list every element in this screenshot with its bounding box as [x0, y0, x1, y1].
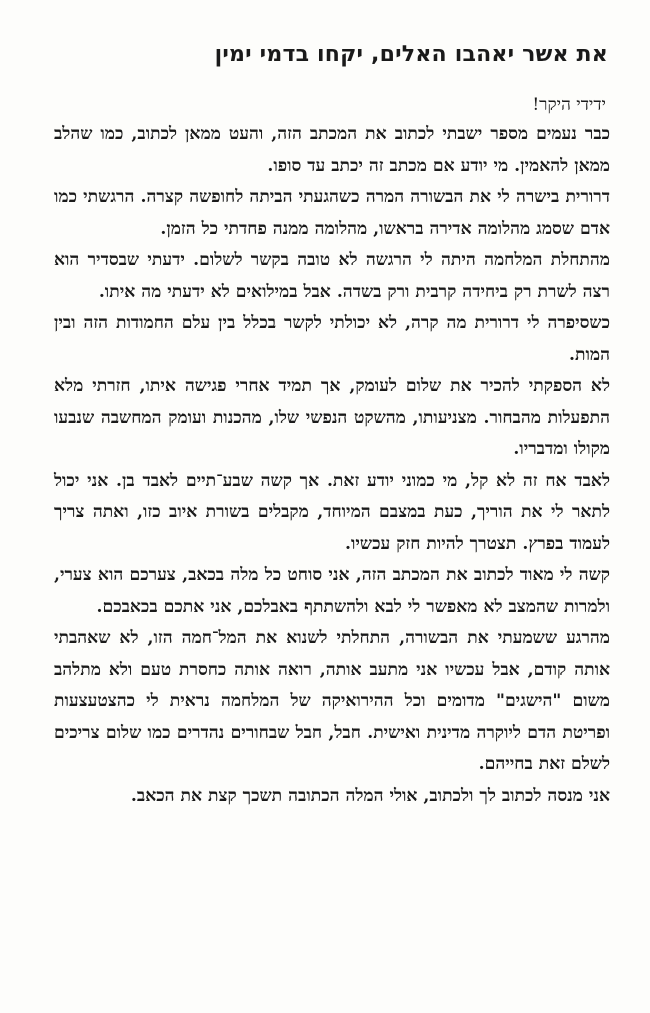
paragraph: לא הספקתי להכיר את שלום לעומק, אך תמיד אחרי פגישה איתו, חזרתי מלא התפעלות מהבחור. מצניעותו, מהשקט הנפשי שלו, מהכנות ועומק המחשבה שנבעו מקולו ומדבריו.: [54, 376, 610, 459]
paragraph: מהרגע ששמעתי את הבשורה, התחלתי לשנוא את המל־חמה הזו, לא שאהבתי אותה קודם, אבל עכשיו אני מתעב אותה, רואה אותה כחסרת טעם ולא מתלהב משום "הישגים" מדומים וכל ההירואיקה של המלחמה נראית לי כהצטעצעות ופריטת הדם ליוקרה מדינית ואישית. חבל, חבל שבחורים נהדרים כמו שלום צריכים לשלם זאת בחייהם.: [54, 628, 610, 774]
paragraph: מהתחלת המלחמה היתה לי הרגשה לא טובה בקשר לשלום. ידעתי שבסדיר הוא רצה לשרת רק ביחידה קרבית ורק בשדה. אבל במילואים לא ידעתי מה איתו.: [54, 250, 610, 302]
paragraph: אני מנסה לכתוב לך ולכתוב, אולי המלה הכתובה תשכך קצת את הכאב.: [130, 785, 610, 806]
paragraph: כבר נעמים מספר ישבתי לכתוב את המכתב הזה, והעט ממאן לכתוב, כמו שהלב ממאן להאמין. מי יודע אם מכתב זה יכתב עד סופו.: [54, 124, 610, 176]
paragraph: לאבד אח זה לא קל, מי כמוני יודע זאת. אך קשה שבע־תיים לאבד בן. אני יכול לתאר לי את הוריך, כעת במצבם המיוחד, מקבלים בשורת איוב כזו, ואתה צריך לעמוד בפרץ. תצטרך להיות חזק עכשיו.: [54, 470, 610, 554]
letter-body: [54, 119, 610, 812]
paragraph: כשסיפרה לי דרורית מה קרה, לא יכולתי לקשר בכלל בין עלם החמודות הזה ובין המות.: [54, 313, 610, 365]
paragraph: דרורית בישרה לי את הבשורה המרה כשהגעתי הביתה לחופשה קצרה. הרגשתי כמו אדם שסמג מהלומה אדירה בראשו, מהלומה ממנה פחדתי כל הזמן.: [54, 187, 610, 239]
paragraph: קשה לי מאוד לכתוב את המכתב הזה, אני סוחט כל מלה בכאב, צערכם הוא צערי, ולמרות שהמצב לא מאפשר לי לבא ולהשתתף באבלכם, אני אתכם בכאבכם.: [54, 565, 610, 617]
salutation: ידידי היקר!: [532, 95, 606, 115]
page-title: את אשר יאהבו האלים, יקחו בדמי ימין: [214, 42, 608, 67]
